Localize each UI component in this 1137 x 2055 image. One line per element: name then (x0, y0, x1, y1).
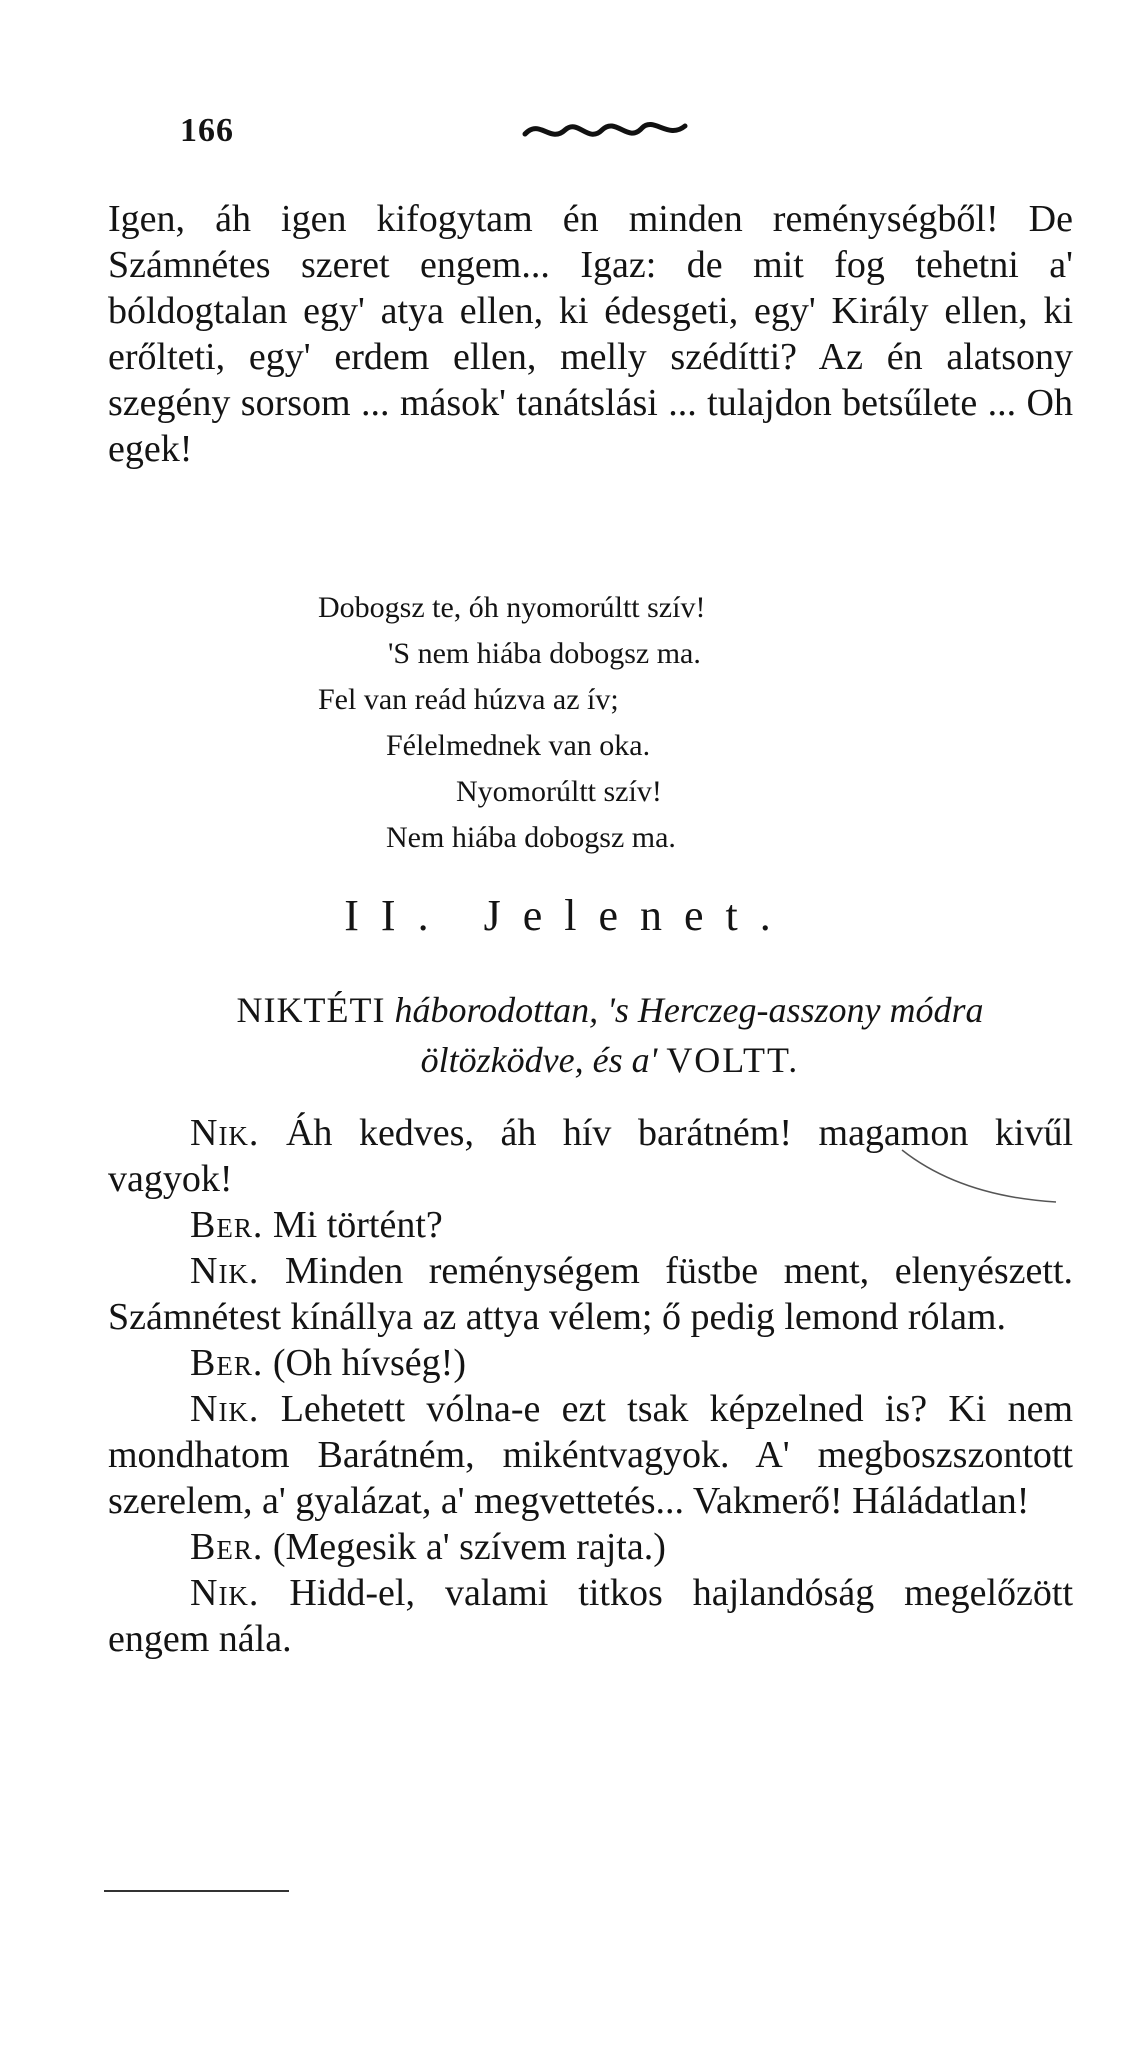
speaker-name: Nik. (190, 1572, 260, 1614)
verse-line: Dobogsz te, óh nyomorúltt szív! (318, 591, 706, 624)
speech-text: Mi történt? (272, 1204, 443, 1246)
ornament-flourish (520, 110, 690, 150)
speaker-name: Ber. (190, 1204, 264, 1246)
dialogue-line (108, 1248, 1073, 1340)
verse-line: Nem hiába dobogsz ma. (386, 821, 676, 854)
stage-direction-character: NIKTÉTI (236, 990, 386, 1030)
opening-monologue: Igen, áh igen kifogytam én minden reménységből! De Számnétes szeret engem... Igaz: de mit fog tehetni a' bóldogtalan egy' atya ellen, ki édesgeti, egy' Király ellen, ki erőlteti, egy' erdem ellen, melly szédítti? Az én alatsony szegény sorsom ... mások' tanátslási ... tulajdon betsűlete ... Oh egek! (108, 198, 1073, 470)
song-verse (318, 585, 705, 861)
dialogue-line (108, 1570, 1073, 1662)
speaker-name: Nik. (190, 1250, 260, 1292)
speech-text: (Megesik a' szívem rajta.) (272, 1526, 666, 1568)
dialogue-line (108, 1386, 1073, 1524)
dialogue-line (108, 1340, 1073, 1386)
speaker-name: Nik. (190, 1112, 260, 1154)
speech-text: (Oh hívség!) (272, 1342, 466, 1384)
page-number: 166 (180, 112, 234, 149)
stage-direction (180, 985, 1040, 1085)
verse-line: Nyomorúltt szív! (456, 775, 662, 808)
dialogue-line (108, 1524, 1073, 1570)
speech-text: Áh kedves, áh hív barátném! magamon kivűl vagyok! (108, 1112, 1074, 1200)
verse-line: Fel van reád húzva az ív; (318, 683, 619, 716)
speech-text: Minden reménységem füstbe ment, elenyészett. Számnétest kínállya az attya vélem; ő pedig lemond rólam. (108, 1250, 1074, 1338)
speech-text: Hidd-el, valami titkos hajlandóság megelőzött engem nála. (108, 1572, 1074, 1660)
stage-direction-character: VOLTT. (666, 1040, 800, 1080)
speaker-name: Nik. (190, 1388, 260, 1430)
bottom-rule (104, 1890, 289, 1892)
speech-text: Lehetett vólna-e ezt tsak képzelned is? Ki nem mondhatom Barátném, mikéntvagyok. A' megboszszontott szerelem, a' gyalázat, a' megvettetés... Vakmerő! Háládatlan! (108, 1388, 1073, 1522)
pencil-mark (900, 1140, 1060, 1210)
stage-direction-text: háborodottan, 's Herczeg-asszony módra öltözködve, és a' (394, 990, 984, 1080)
verse-line: 'S nem hiába dobogsz ma. (388, 637, 701, 670)
scene-title: II. Jelenet. (344, 891, 793, 940)
speaker-name: Ber. (190, 1526, 264, 1568)
verse-line: Félelmednek van oka. (386, 729, 651, 762)
speaker-name: Ber. (190, 1342, 264, 1384)
